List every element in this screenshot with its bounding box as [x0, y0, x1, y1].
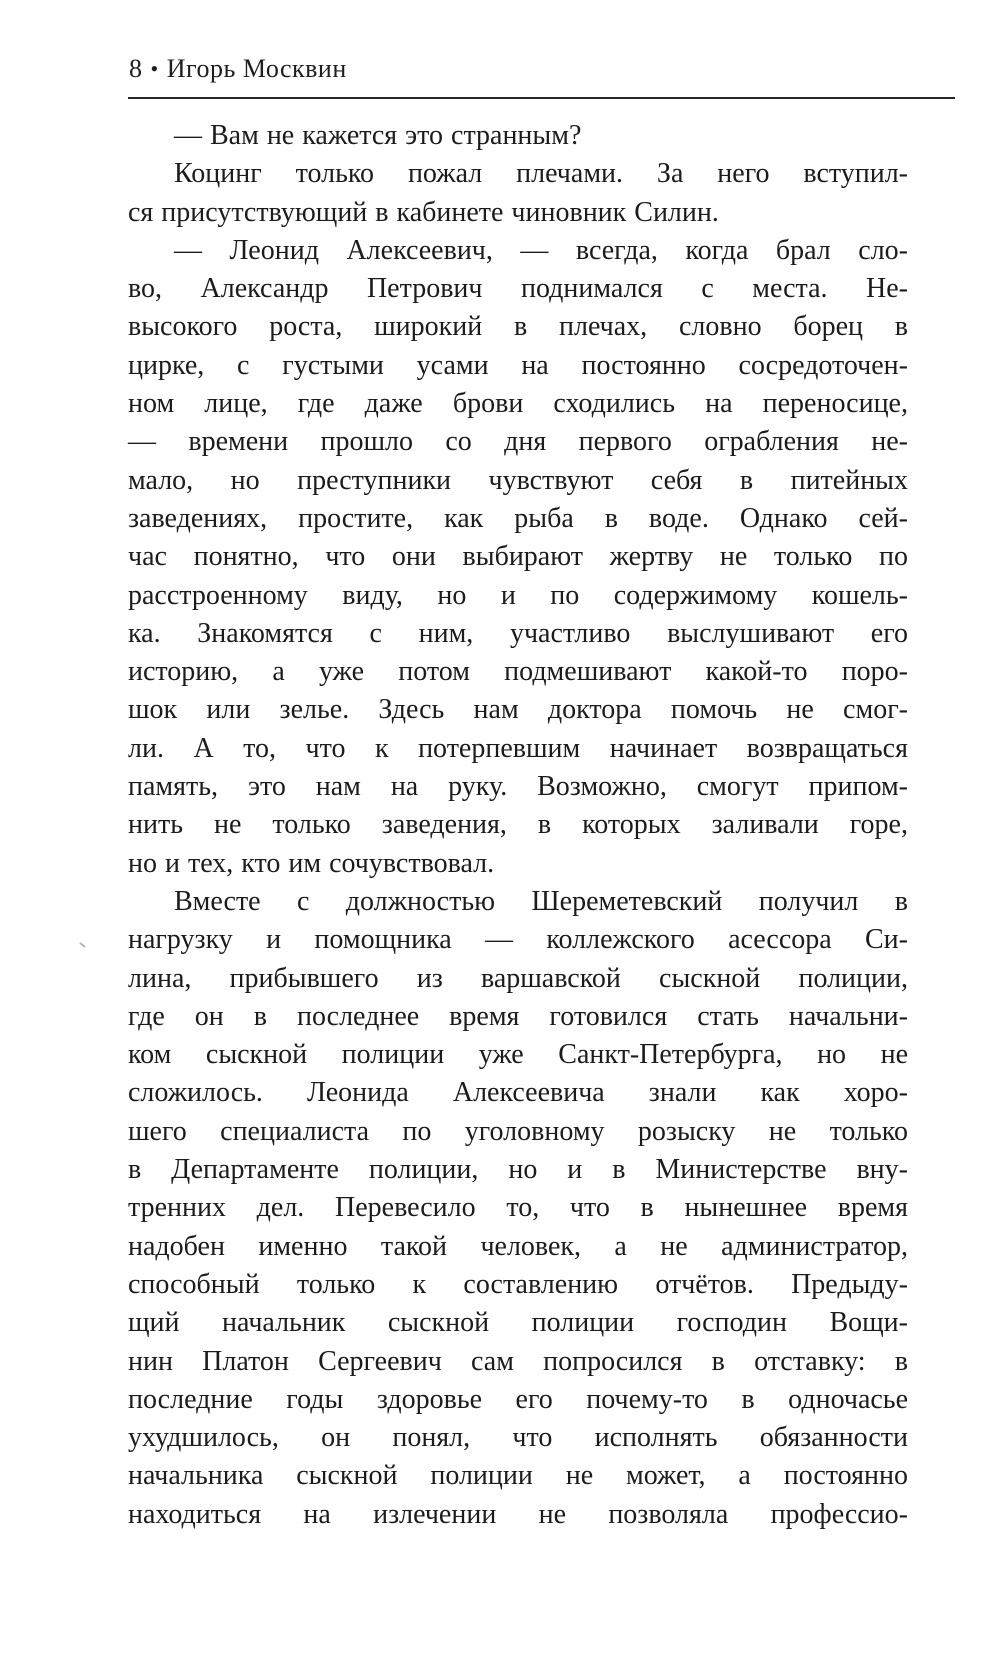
text-line: способный только к составлению отчётов. Предыду- — [128, 1268, 908, 1300]
text-line: — времени прошло со дня первого ограбления не- — [128, 426, 908, 458]
text-line: ся присутствующий в кабинете чиновник Силин. — [128, 196, 719, 228]
header-separator-bullet: • — [150, 56, 159, 81]
text-line: тренних дел. Перевесило то, что в нынешнее время — [128, 1192, 908, 1224]
text-line: Вместе с должностью Шереметевский получил в — [174, 885, 908, 917]
page-header — [129, 54, 347, 84]
text-line: ном лице, где даже брови сходились на переносице, — [128, 388, 908, 420]
text-line: шего специалиста по уголовному розыску не только — [128, 1115, 908, 1147]
text-line: — Вам не кажется это странным? — [174, 120, 582, 151]
header-author: Игорь Москвин — [166, 54, 347, 83]
text-line: где он в последнее время готовился стать начальни- — [128, 1000, 908, 1032]
text-line: нагрузку и помощника — коллежского асессора Си- — [128, 924, 908, 956]
text-line: нить не только заведения, в которых заливали горе, — [128, 809, 908, 841]
text-line: ком сыскной полиции уже Санкт-Петербурга, но не — [128, 1039, 908, 1071]
text-line: ухудшилось, он понял, что исполнять обязанности — [128, 1422, 908, 1454]
text-line: — Леонид Алексеевич, — всегда, когда брал сло- — [174, 234, 908, 266]
text-line: Коцинг только пожал плечами. За него вступил- — [174, 158, 908, 190]
text-line: расстроенному виду, но и по содержимому кошель- — [128, 579, 908, 611]
text-line: цирке, с густыми усами на постоянно сосредоточен- — [128, 349, 908, 381]
text-line: историю, а уже потом подмешивают какой-то поро- — [128, 656, 908, 688]
text-line: в Департаменте полиции, но и в Министерстве вну- — [128, 1154, 908, 1186]
scan-artifact — [79, 942, 86, 948]
body-text-block — [128, 117, 908, 1534]
header-rule — [128, 97, 955, 99]
text-line: во, Александр Петрович поднимался с места. Не- — [128, 273, 908, 305]
text-line: ка. Знакомятся с ним, участливо выслушивают его — [128, 617, 908, 649]
text-line: сложилось. Леонида Алексеевича знали как хоро- — [128, 1077, 908, 1109]
text-line: шок или зелье. Здесь нам доктора помочь не смог- — [128, 694, 908, 726]
text-line: час понятно, что они выбирают жертву не только по — [128, 541, 908, 573]
text-line: лина, прибывшего из варшавской сыскной полиции, — [128, 962, 908, 994]
text-line: мало, но преступники чувствуют себя в питейных — [128, 464, 908, 496]
text-line: высокого роста, широкий в плечах, словно борец в — [128, 311, 908, 343]
text-line: находиться на излечении не позволяла профессио- — [128, 1498, 908, 1530]
header-page-number: 8 — [129, 54, 143, 83]
text-line: ли. А то, что к потерпевшим начинает возвращаться — [128, 732, 908, 764]
text-line: надобен именно такой человек, а не администратор, — [128, 1230, 908, 1262]
text-line: последние годы здоровье его почему-то в одночасье — [128, 1383, 908, 1415]
text-line: заведениях, простите, как рыба в воде. Однако сей- — [128, 502, 908, 534]
text-line: начальника сыскной полиции не может, а постоянно — [128, 1460, 908, 1492]
text-line: но и тех, кто им сочувствовал. — [128, 847, 495, 879]
text-line: нин Платон Сергеевич сам попросился в отставку: в — [128, 1345, 908, 1377]
text-line: память, это нам на руку. Возможно, смогут припом- — [128, 771, 908, 803]
text-line: щий начальник сыскной полиции господин Вощи- — [128, 1307, 908, 1339]
